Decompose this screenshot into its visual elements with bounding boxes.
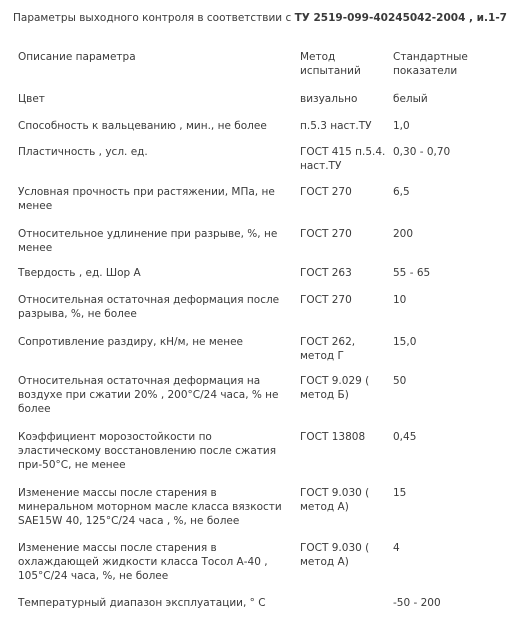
caption-prefix: Параметры выходного контроля в соответствии с [13,12,295,24]
table-caption [13,11,507,25]
row-method: ГОСТ 9.030 ( метод А) [300,542,370,568]
row-method: п.5.3 наст.ТУ [300,120,372,132]
row-param: Относительная остаточная деформация на воздухе при сжатии 20% , 200°С/24 часа, % не более [18,375,279,415]
row-value: 1,0 [393,120,410,132]
row-param: Изменение массы после старения в охлаждающей жидкости класса Тосол А-40 , 105°С/24 часа, %, не более [18,542,268,582]
row-param: Относительное удлинение при разрыве, %, не менее [18,228,278,254]
header-method: Метод испытаний [300,51,361,77]
row-param: Условная прочность при растяжении, МПа, не менее [18,186,275,212]
row-value: -50 - 200 [393,597,441,609]
row-param: Изменение массы после старения в минеральном моторном масле класса вязкости SAE15W 40, 125°С/24 часа , %, не более [18,487,282,527]
row-method: ГОСТ 263 [300,267,352,279]
row-value: 15 [393,487,407,499]
row-value: 10 [393,294,407,306]
row-param: Сопротивление раздиру, кН/м, не менее [18,336,244,348]
row-method: ГОСТ 415 п.5.4. наст.ТУ [300,146,386,172]
row-method: ГОСТ 270 [300,186,352,198]
row-param: Коэффициент морозостойкости по эластическому восстановлению после сжатия при-50°С, не менее [18,431,277,471]
row-value: белый [393,93,428,105]
caption-standard: ТУ 2519-099-40245042-2004 , и.1-7 [294,12,507,24]
row-param: Пластичность , усл. ед. [18,146,148,158]
row-method: ГОСТ 13808 [300,431,366,443]
row-param: Твердость , ед. Шор А [18,267,141,279]
row-value: 4 [393,542,400,554]
row-method: визуально [300,93,358,105]
row-value: 55 - 65 [393,267,431,279]
row-value: 15,0 [393,336,417,348]
row-param: Цвет [18,93,45,105]
row-value: 50 [393,375,407,387]
header-value: Стандартные показатели [393,51,468,77]
row-param: Температурный диапазон эксплуатации, ° С [18,597,266,609]
row-value: 6,5 [393,186,410,198]
row-method: ГОСТ 270 [300,294,352,306]
row-method: ГОСТ 9.029 ( метод Б) [300,375,370,401]
row-value: 200 [393,228,414,240]
row-method: ГОСТ 262, метод Г [300,336,356,362]
row-value: 0,45 [393,431,417,443]
row-method: ГОСТ 9.030 ( метод А) [300,487,370,513]
row-method: ГОСТ 270 [300,228,352,240]
header-param: Описание параметра [18,51,136,63]
row-param: Способность к вальцеванию , мин., не более [18,120,267,132]
row-value: 0,30 - 0,70 [393,146,451,158]
row-param: Относительная остаточная деформация после разрыва, %, не более [18,294,280,320]
